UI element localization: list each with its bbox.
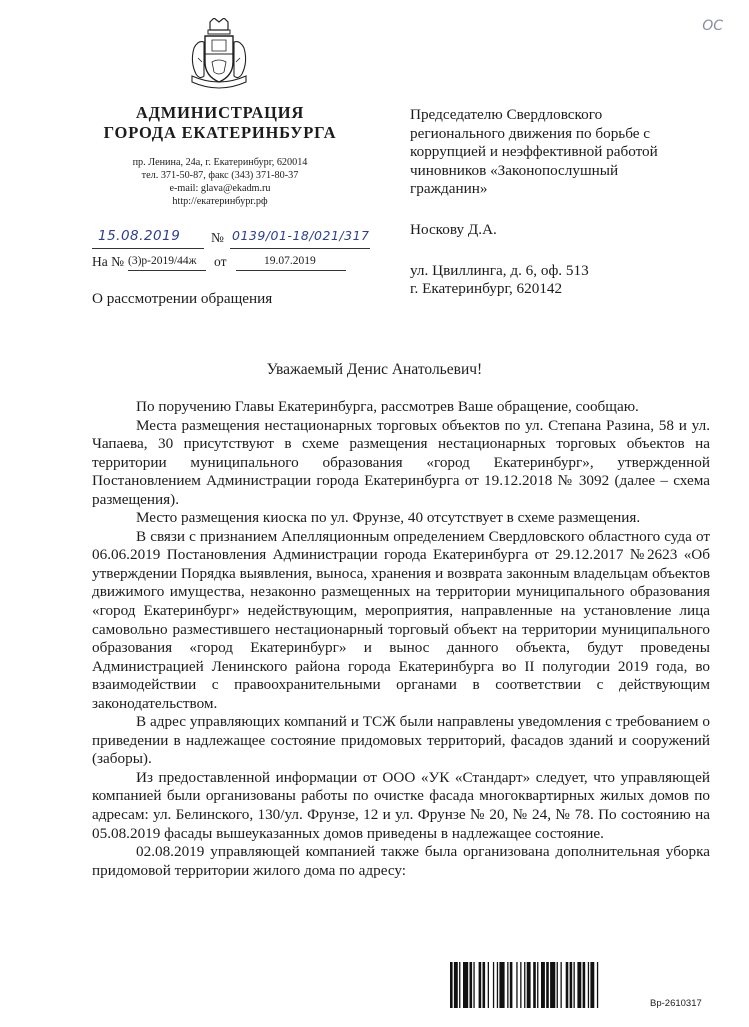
org-email: e-mail: glava@ekadm.ru bbox=[169, 183, 271, 194]
addressee-line: Председателю Свердловского bbox=[410, 106, 603, 123]
incoming-number-line bbox=[128, 254, 206, 271]
barcode-icon bbox=[450, 962, 638, 1008]
body-paragraph: По поручению Главы Екатеринбурга, рассмотрев Ваше обращение, сообщаю. bbox=[136, 398, 639, 415]
body-paragraph: В связи с признанием Апелляционным определением Свердловского областного суда от 06.06.2019 Постановления Администрации города Екатеринбурга от 29.12.2017 №2623 «Об утверждении Порядка выявления, выноса, хранения и возврата законным владельцам объектов движимого имущества, незаконно размещенных на территории муниципального образования «город Екатеринбург» недействующим, мероприятия, направленные на установление лица самовольно разместившего нестационарный торговый объект на территории муниципального образования «город Екатеринбург» и вынос данного объекта, будут проведены Администрацией Ленинского района города Екатеринбурга во II полугодии 2019 года, во взаимодействии с правоохранительными органами в соответствии с действующим законодательством. bbox=[92, 527, 710, 712]
org-phone: тел. 371-50-87, факс (343) 371-80-37 bbox=[141, 170, 299, 181]
org-name-line1: АДМИНИСТРАЦИЯ bbox=[135, 103, 305, 122]
addressee-line: регионального движения по борьбе с bbox=[410, 124, 651, 142]
addressee-name: Носкову Д.А. bbox=[410, 221, 497, 238]
addressee-line: коррупцией и неэффективной работой bbox=[410, 143, 658, 161]
incoming-date-line bbox=[236, 254, 346, 271]
incoming-from-label: от bbox=[214, 254, 227, 269]
body-paragraph: В адрес управляющих компаний и ТСЖ были направлены уведомления с требованием о приведении в надлежащее состояние придомовых территорий, фасадов зданий и сооружений (заборы). bbox=[92, 713, 710, 768]
addressee-block bbox=[410, 106, 710, 199]
body-paragraph: Из предоставленной информации от ООО «УК «Стандарт» следует, что управляющей компанией были организованы работы по очистке фасада многоквартирных жилых домов по адресам: ул. Белинского, 130/ул. Фрунзе, 12 и ул. Фрунзе № 20, № 24, № 78. По состоянию на 05.08.2019 фасады вышеуказанных домов приведены в надлежащее состояние. bbox=[92, 768, 710, 842]
addressee-street: ул. Цвиллинга, д. 6, оф. 513 bbox=[410, 262, 589, 279]
letter-body bbox=[92, 398, 710, 880]
barcode-label: Вр-2610317 bbox=[650, 998, 702, 1009]
registration-number: 0139/01-18/021/317 bbox=[232, 228, 370, 243]
addressee-city: г. Екатеринбург, 620142 bbox=[410, 280, 563, 297]
greeting: Уважаемый Денис Анатольевич! bbox=[266, 361, 483, 378]
body-paragraph: Место размещения киоска по ул. Фрунзе, 40 отсутствует в схеме размещения. bbox=[136, 509, 641, 527]
registration-date-line bbox=[92, 228, 204, 249]
addressee-line: гражданин» bbox=[410, 180, 488, 198]
org-website: http://екатеринбург.рф bbox=[172, 196, 268, 207]
org-address: пр. Ленина, 24а, г. Екатеринбург, 620014 bbox=[132, 157, 308, 168]
org-name-line2: ГОРОДА ЕКАТЕРИНБУРГА bbox=[103, 123, 337, 142]
body-paragraph: 02.08.2019 управляющей компанией также была организована дополнительная уборка придомовой территории жилого дома по адресу: bbox=[92, 843, 710, 879]
subject-line: О рассмотрении обращения bbox=[92, 290, 273, 307]
coat-of-arms-icon bbox=[188, 18, 250, 94]
body-paragraph: Места размещения нестационарных торговых объектов по ул. Степана Разина, 58 и ул. Чапаева, 30 присутствуют в схеме размещения нестационарных торговых объектов на территории муниципального образования «город Екатеринбург», утвержденной Постановлением Администрации города Екатеринбурга от 19.12.2018 № 3092 (далее – схема размещения). bbox=[92, 416, 710, 508]
registration-date: 15.08.2019 bbox=[98, 228, 181, 244]
incoming-date: 19.07.2019 bbox=[264, 255, 316, 267]
incoming-prefix: На № bbox=[92, 254, 124, 269]
addressee-line: чиновников «Законопослушный bbox=[410, 161, 619, 179]
incoming-number: (3)р-2019/44ж bbox=[128, 255, 197, 267]
handwritten-corner-mark: ОС bbox=[702, 18, 723, 34]
registration-number-sign: № bbox=[211, 230, 224, 245]
registration-number-line bbox=[230, 228, 370, 249]
